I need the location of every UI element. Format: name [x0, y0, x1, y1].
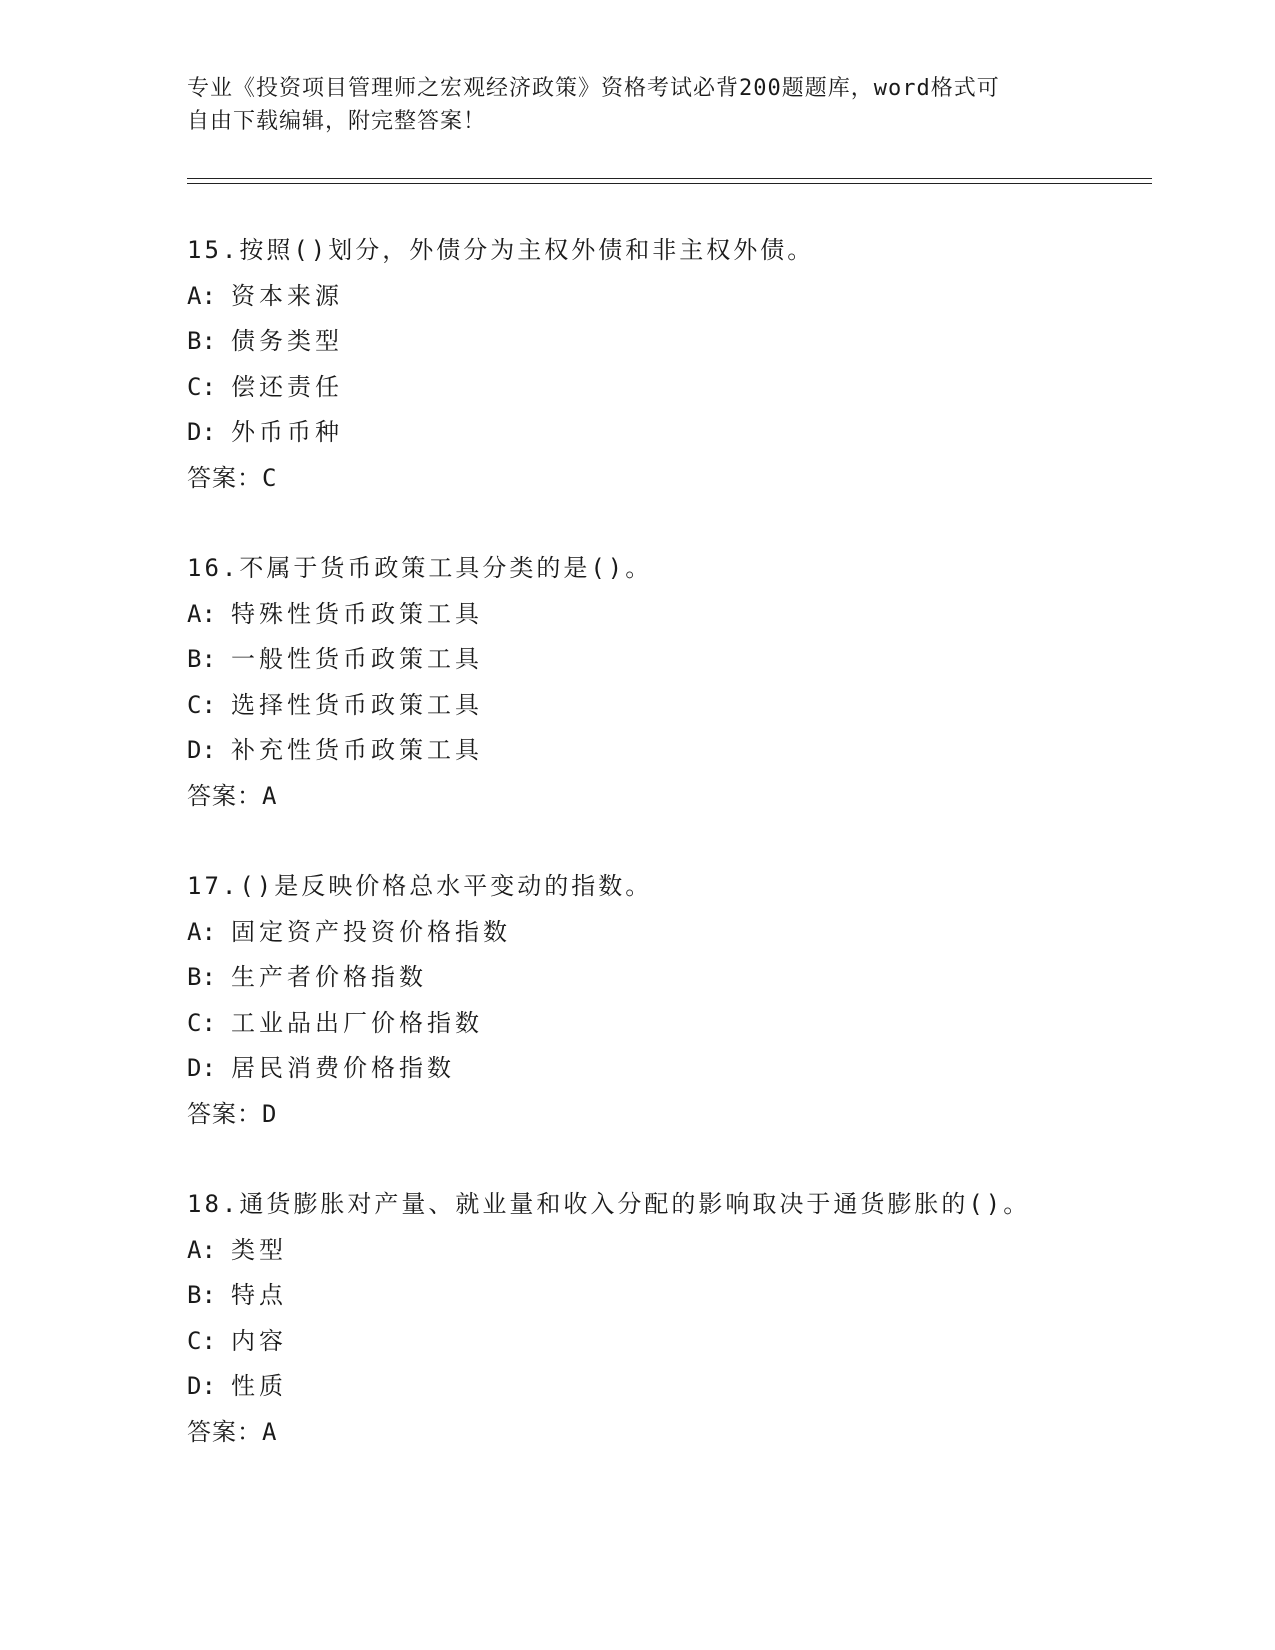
header-line-1: 专业《投资项目管理师之宏观经济政策》资格考试必背200题题库，word格式可: [187, 76, 1000, 101]
option-d: [187, 728, 1147, 774]
option-label: C:: [187, 372, 216, 401]
option-label: D:: [187, 1372, 216, 1400]
option-text: 债务类型: [231, 327, 343, 355]
option-label: B:: [187, 327, 216, 355]
option-text: 工业品出厂价格指数: [231, 1008, 483, 1037]
answer-label: 答案：: [187, 1099, 262, 1128]
option-label: B:: [187, 963, 216, 991]
option-b: [187, 637, 1147, 683]
option-text: 生产者价格指数: [231, 963, 427, 991]
answer-value: D: [262, 1099, 278, 1128]
option-text: 补充性货币政策工具: [231, 736, 483, 764]
option-c: [187, 365, 1147, 411]
option-a: [187, 592, 1147, 638]
option-text: 类型: [231, 1235, 287, 1264]
option-label: B:: [187, 1281, 216, 1309]
question-title: 18.通货膨胀对产量、就业量和收入分配的影响取决于通货膨胀的()。: [187, 1190, 1031, 1218]
answer-line: [187, 1092, 1147, 1138]
option-c: [187, 1319, 1147, 1365]
header-divider-bottom: [187, 183, 1152, 184]
option-b: [187, 955, 1147, 1001]
answer-label: 答案：: [187, 781, 262, 810]
answer-line: [187, 774, 1147, 820]
header-divider-top: [187, 178, 1152, 179]
document-header: [187, 72, 1087, 138]
option-label: A:: [187, 917, 216, 946]
option-c: [187, 1001, 1147, 1047]
option-text: 偿还责任: [231, 372, 343, 401]
option-label: A:: [187, 1235, 216, 1264]
question-title: 17.()是反映价格总水平变动的指数。: [187, 872, 653, 900]
option-a: [187, 274, 1147, 320]
option-d: [187, 1364, 1147, 1410]
answer-value: A: [262, 781, 278, 810]
option-text: 内容: [231, 1326, 287, 1355]
option-text: 一般性货币政策工具: [231, 645, 483, 673]
option-label: C:: [187, 1008, 216, 1037]
option-text: 选择性货币政策工具: [231, 690, 483, 719]
option-text: 外币币种: [231, 418, 343, 446]
option-label: A:: [187, 599, 216, 628]
option-label: D:: [187, 736, 216, 764]
option-text: 特殊性货币政策工具: [231, 599, 483, 628]
option-label: C:: [187, 690, 216, 719]
question-title: 15.按照()划分，外债分为主权外债和非主权外债。: [187, 236, 815, 264]
option-label: D:: [187, 1054, 216, 1082]
option-text: 资本来源: [231, 281, 343, 310]
option-text: 性质: [231, 1372, 287, 1400]
option-text: 居民消费价格指数: [231, 1054, 455, 1082]
option-text: 特点: [231, 1281, 287, 1309]
answer-line: [187, 1410, 1147, 1456]
option-label: C:: [187, 1326, 216, 1355]
answer-label: 答案：: [187, 1417, 262, 1446]
question-title: 16.不属于货币政策工具分类的是()。: [187, 554, 653, 582]
option-d: [187, 1046, 1147, 1092]
option-d: [187, 410, 1147, 456]
option-label: A:: [187, 281, 216, 310]
option-a: [187, 910, 1147, 956]
question-block: [187, 864, 1147, 1137]
answer-value: C: [262, 463, 278, 492]
option-label: B:: [187, 645, 216, 673]
answer-label: 答案：: [187, 463, 262, 492]
option-text: 固定资产投资价格指数: [231, 917, 511, 946]
answer-line: [187, 456, 1147, 502]
option-label: D:: [187, 418, 216, 446]
option-c: [187, 683, 1147, 729]
question-block: [187, 228, 1147, 501]
question-block: [187, 546, 1147, 819]
question-block: [187, 1182, 1147, 1455]
option-b: [187, 319, 1147, 365]
option-b: [187, 1273, 1147, 1319]
option-a: [187, 1228, 1147, 1274]
answer-value: A: [262, 1417, 278, 1446]
header-line-2: 自由下载编辑，附完整答案！: [187, 109, 487, 134]
